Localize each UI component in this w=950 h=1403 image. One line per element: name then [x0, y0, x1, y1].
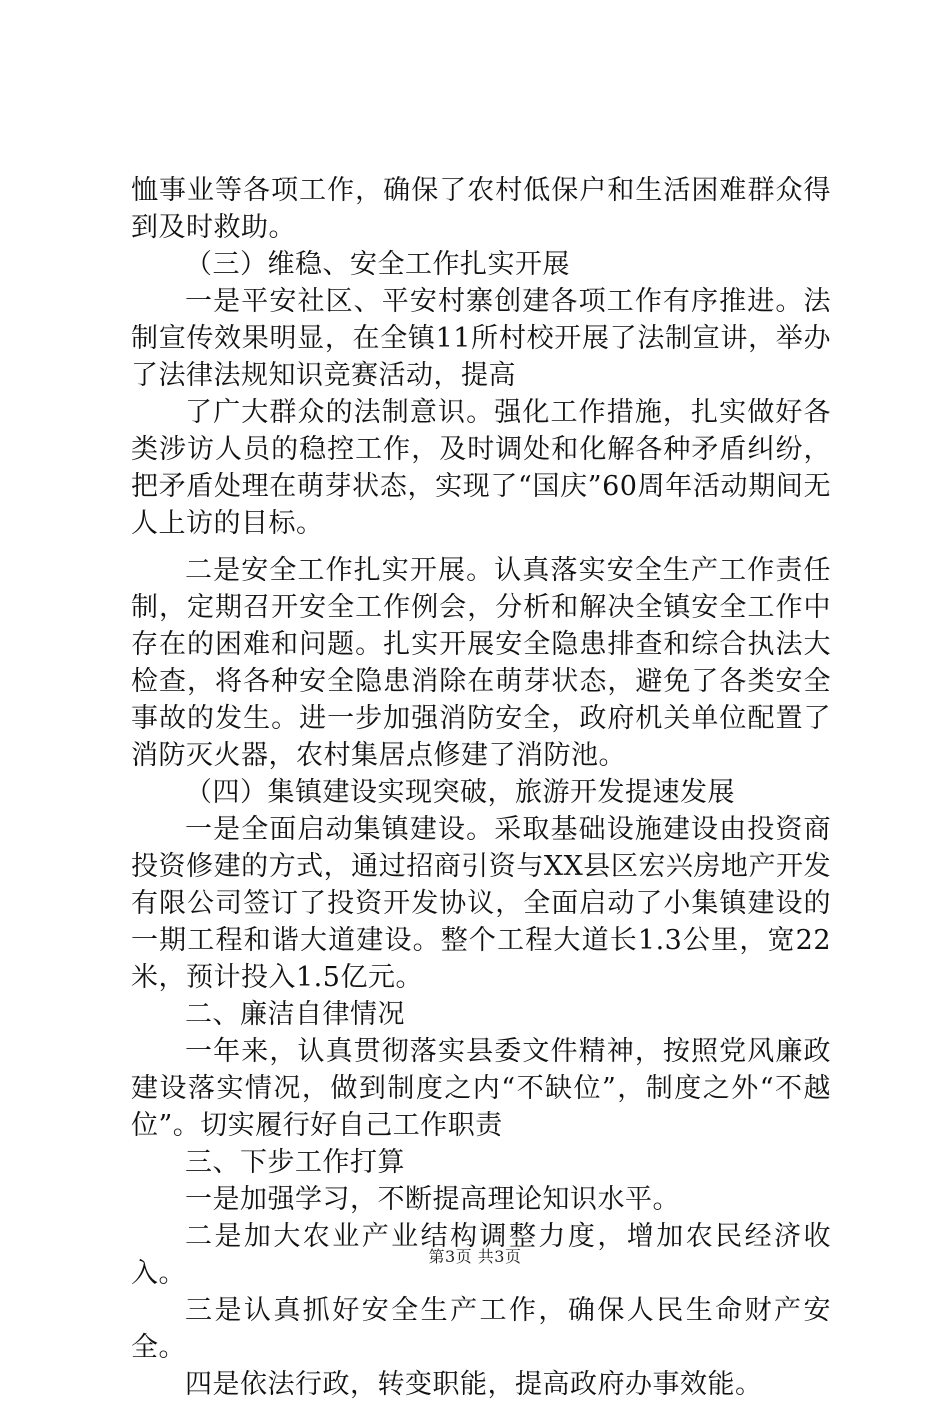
paragraph-safe-community: 一是平安社区、平安村寨创建各项工作有序推进。法制宣传效果明显，在全镇11所村校开展了法制宣讲，举办了法律法规知识竞赛活动，提高: [131, 286, 831, 391]
list-item-agriculture: 二是加大农业产业结构调整力度，增加农民经济收入。: [131, 1221, 831, 1289]
paragraph-safety-work: 二是安全工作扎实开展。认真落实安全生产工作责任制，定期召开安全工作例会，分析和解决全镇安全工作中存在的困难和问题。扎实开展安全隐患排查和综合执法大检查，将各种安全隐患消除在萌芽状态，避免了各类安全事故的发生。进一步加强消防安全，政府机关单位配置了消防灭火器，农村集居点修建了消防池。: [131, 555, 831, 771]
list-item-administration: 四是依法行政，转变职能，提高政府办事效能。: [185, 1369, 763, 1400]
section-heading-stability-safety: （三）维稳、安全工作扎实开展: [185, 249, 570, 280]
document-body: [131, 172, 831, 1403]
paragraph-integrity: 一年来，认真贯彻落实县委文件精神，按照党风廉政建设落实情况，做到制度之内“不缺位”，制度之外“不越位”。切实履行好自己工作职责: [131, 1036, 831, 1141]
section-heading-next-steps: 三、下步工作打算: [185, 1147, 405, 1178]
paragraph-town-construction: 一是全面启动集镇建设。采取基础设施建设由投资商投资修建的方式，通过招商引资与XX县区宏兴房地产开发有限公司签订了投资开发协议，全面启动了小集镇建设的一期工程和谐大道建设。整个工程大道长1.3公里，宽22米，预计投入1.5亿元。: [131, 814, 831, 993]
paragraph-legal-awareness: 了广大群众的法制意识。强化工作措施，扎实做好各类涉访人员的稳控工作，及时调处和化解各种矛盾纠纷，把矛盾处理在萌芽状态，实现了“国庆”60周年活动期间无人上访的目标。: [131, 397, 831, 539]
paragraph-relief-work: 恤事业等各项工作，确保了农村低保户和生活困难群众得到及时救助。: [131, 175, 831, 243]
list-item-study: 一是加强学习，不断提高理论知识水平。: [185, 1184, 680, 1215]
list-item-production-safety: 三是认真抓好安全生产工作，确保人民生命财产安全。: [131, 1295, 831, 1363]
page-number-footer: 第3页 共3页: [428, 1247, 522, 1266]
section-heading-town-construction: （四）集镇建设实现突破，旅游开发提速发展: [185, 777, 735, 808]
section-heading-integrity: 二、廉洁自律情况: [185, 999, 405, 1030]
